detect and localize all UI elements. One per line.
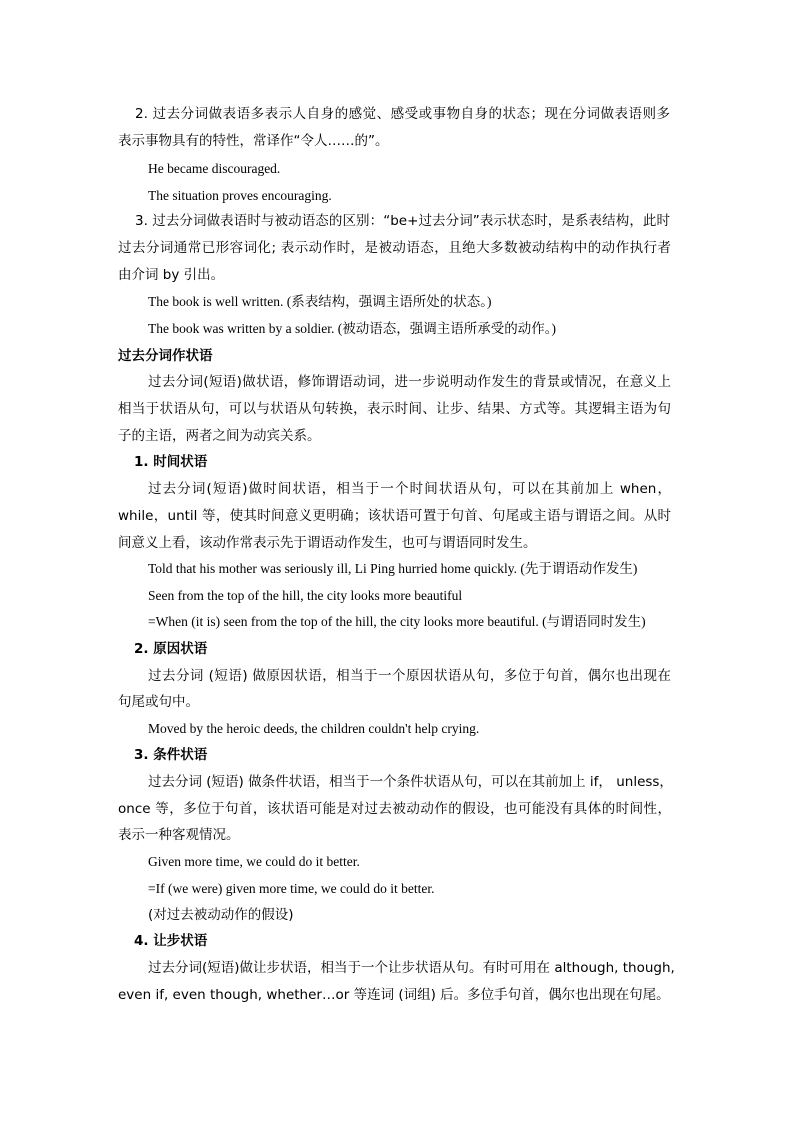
- paragraph-line: 表示事物具有的特性，常译作“令人……的”。: [118, 133, 389, 149]
- paragraph-line: even if, even though, whether…or 等连词 (词组) 后。多位手句首，偶尔也出现在句尾。: [118, 987, 670, 1003]
- paragraph-line: 过去分词(短语)做状语，修饰谓语动词，进一步说明动作发生的背景或情况，在意义上: [148, 374, 671, 390]
- subsection-heading: 1. 时间状语: [134, 454, 208, 470]
- paragraph-line: 子的主语，两者之间为动宾关系。: [118, 428, 321, 444]
- paragraph-line: 间意义上看，该动作常表示先于谓语动作发生，也可与谓语同时发生。: [118, 535, 537, 551]
- section-heading: 过去分词作状语: [118, 348, 213, 364]
- example-sentence: The book is well written. (系表结构，强调主语所处的状态。): [148, 294, 492, 309]
- example-sentence: =When (it is) seen from the top of the hill, the city looks more beautiful. (与谓语同时发生): [148, 614, 646, 629]
- example-sentence: Moved by the heroic deeds, the children couldn't help crying.: [148, 721, 480, 736]
- example-note: (对过去被动动作的假设): [148, 907, 294, 923]
- paragraph-line: once 等，多位于句首，该状语可能是对过去被动动作的假设，也可能没有具体的时间性，: [118, 801, 671, 817]
- subsection-heading: 3. 条件状语: [134, 747, 208, 763]
- paragraph-line: 句尾或句中。: [118, 694, 199, 710]
- paragraph-line: 过去分词通常已形容词化; 表示动作时，是被动语态，且绝大多数被动结构中的动作执行者: [118, 240, 671, 256]
- paragraph-line: 过去分词(短语)做让步状语，相当于一个让步状语从句。有时可用在 although, though,: [148, 960, 675, 976]
- paragraph-line: 表示一种客观情况。: [118, 827, 240, 843]
- example-sentence: Told that his mother was seriously ill, Li Ping hurried home quickly. (先于谓语动作发生): [148, 561, 638, 576]
- paragraph-line: 过去分词 (短语) 做原因状语，相当于一个原因状语从句，多位于句首，偶尔也出现在: [148, 668, 671, 684]
- paragraph-line: 过去分词(短语)做时间状语，相当于一个时间状语从句，可以在其前加上 when，: [148, 481, 671, 497]
- paragraph-line: 由介词 by 引出。: [118, 267, 225, 283]
- paragraph-line: while，until 等，使其时间意义更明确；该状语可置于句首、句尾或主语与谓语之间。从时: [118, 508, 671, 524]
- paragraph-line: 过去分词 (短语) 做条件状语，相当于一个条件状语从句，可以在其前加上 if， unless，: [148, 774, 673, 790]
- paragraph-line: 相当于状语从句，可以与状语从句转换，表示时间、让步、结果、方式等。其逻辑主语为句: [118, 401, 671, 417]
- paragraph-line: 3. 过去分词做表语时与被动语态的区别：“be+过去分词”表示状态时，是系表结构，此时: [135, 213, 670, 229]
- example-sentence: =If (we were) given more time, we could do it better.: [148, 881, 435, 896]
- subsection-heading: 2. 原因状语: [134, 641, 208, 657]
- example-sentence: The book was written by a soldier. (被动语态，强调主语所承受的动作。): [148, 321, 556, 336]
- subsection-heading: 4. 让步状语: [134, 933, 208, 949]
- paragraph-line: 2. 过去分词做表语多表示人自身的感觉、感受或事物自身的状态；现在分词做表语则多: [135, 106, 670, 122]
- example-sentence: Given more time, we could do it better.: [148, 854, 360, 869]
- example-sentence: Seen from the top of the hill, the city looks more beautiful: [148, 588, 463, 603]
- example-sentence: The situation proves encouraging.: [148, 188, 332, 203]
- example-sentence: He became discouraged.: [148, 161, 281, 176]
